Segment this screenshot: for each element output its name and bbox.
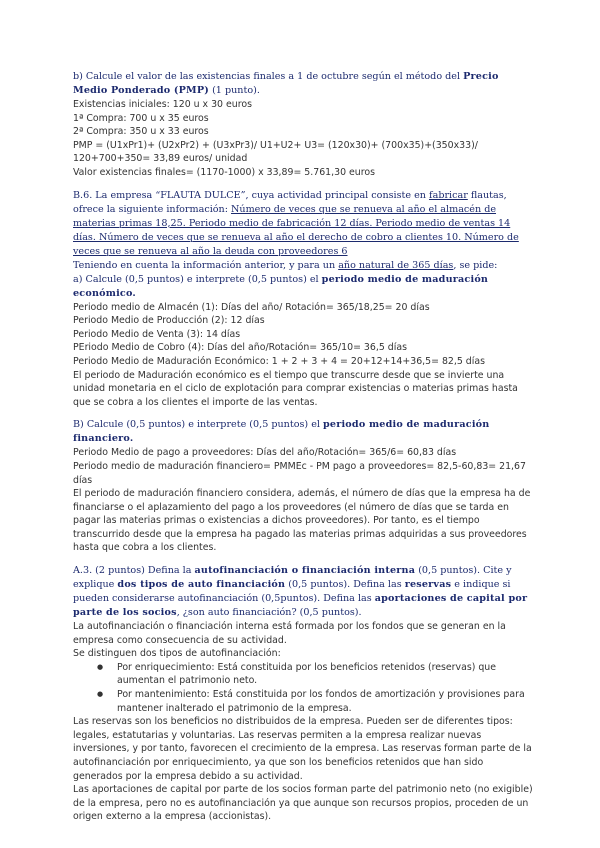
answer-paragraph: Se distinguen dos tipos de autofinanciación: (73, 648, 281, 660)
answer-paragraph: La autofinanciación o financiación interna está formada por los fondos que se generan en la empresa como consecuencia de su actividad. (73, 621, 506, 646)
answer-line: Valor existencias finales= (1170-1000) x 33,89= 5.761,30 euros (73, 166, 375, 178)
question-b-pmp (73, 70, 533, 98)
question-text: B) Calcule (0,5 puntos) e interprete (0,5 puntos) el (73, 419, 323, 431)
answer-b-pmp (73, 98, 533, 180)
answer-line: Periodo medio de Almacén (1): Días del año/ Rotación= 365/18,25= 20 días (73, 301, 430, 313)
autofinanciacion-types-list (73, 661, 533, 715)
answer-paragraph: Las reservas son los beneficios no distribuidos de la empresa. Pueden ser de diferentes tipos: legales, estatutarias y voluntarias. Las reservas permiten a la empresa realizar nuevas inversiones, y por tanto, favorecen el crecimiento de la empresa. Las reservas forman parte de la autofinanciación por enriquecimiento, ya que son los beneficios retenidos que han sido generados por la empresa debido a su actividad. (73, 716, 532, 782)
question-keyword: dos tipos de auto financiación (117, 579, 286, 591)
answer-line: 2ª Compra: 350 u x 33 euros (73, 126, 209, 138)
question-text: a) Calcule (0,5 puntos) e interprete (0,5 puntos) el (73, 273, 322, 285)
answer-line: Periodo medio de maduración financiero= PMMEc - PM pago a proveedores= 82,5-60,83= 21,67 días (73, 460, 526, 486)
list-item: ● Por enriquecimiento: Está constituida por los beneficios retenidos (reservas) que aumentan el patrimonio neto. (107, 661, 533, 688)
context-text: Teniendo en cuenta la información anterior, y para un (73, 259, 339, 271)
question-b6-a (73, 273, 533, 301)
intro-text: flautas, ofrece la siguiente información: (73, 189, 507, 215)
answer-line: Periodo Medio de Venta (3): 14 días (73, 328, 241, 340)
question-keyword: Precio Medio Ponderado (PMP) (73, 71, 499, 96)
question-keyword: reservas (404, 579, 452, 591)
answer-line: PEriodo Medio de Cobro (4): Días del año/Rotación= 365/10= 36,5 días (73, 342, 407, 354)
question-b6-b (73, 418, 533, 446)
question-text: , ¿son auto financiación? (0,5 puntos). (176, 607, 362, 619)
list-item: ● Por mantenimiento: Está constituida por los fondos de amortización y provisiones para mantener inalterado el patrimonio de la empresa. (107, 688, 533, 715)
question-text: A.3. (2 puntos) Defina la (73, 565, 195, 577)
document-page (73, 70, 533, 824)
answer-paragraph: El periodo de Maduración económico es el tiempo que transcurre desde que se invierte una unidad monetaria en el ciclo de explotación para comprar existencias o materias primas hasta que se cobra a los clientes el importe de las ventas. (73, 369, 518, 408)
question-keyword: autofinanciación o financiación interna (194, 565, 416, 577)
answer-line: 1ª Compra: 700 u x 35 euros (73, 112, 209, 124)
question-text: b) Calcule el valor de las existencias finales a 1 de octubre según el método del (73, 71, 464, 82)
question-a3 (73, 564, 533, 620)
underlined-text: año natural de 365 días (338, 259, 454, 271)
question-b6-context (73, 259, 533, 273)
underlined-info: Número de veces que se renueva al año el almacén de materias primas 18,25. Periodo medio de fabricación 12 días. Periodo medio de ventas 14 días. Número de veces que se renueva al año el derecho de cobro a clientes 10. Número de veces que se renueva al año la deuda con proveedores 6 (73, 203, 519, 257)
question-keyword: aportaciones de capital por parte de los socios (73, 593, 528, 619)
context-text: , se pide: (453, 259, 498, 271)
question-keyword: periodo medio de maduración financiero. (73, 419, 490, 445)
answer-a3 (73, 620, 533, 824)
answer-line: Periodo Medio de Maduración Económico: 1 + 2 + 3 + 4 = 20+12+14+36,5= 82,5 días (73, 355, 485, 367)
answer-line: Existencias iniciales: 120 u x 30 euros (73, 99, 252, 110)
question-text: e indique si pueden considerarse autofinanciación (0,5puntos). Defina las (73, 579, 511, 605)
answer-paragraph: Las aportaciones de capital por parte de los socios forman parte del patrimonio neto (no exigible) de la empresa, pero no es autofinanciación ya que aunque son recursos propios, proceden de un origen externo a la empresa (accionistas). (73, 784, 533, 823)
question-text: (0,5 puntos). Defina las (285, 579, 405, 591)
answer-line: PMP = (U1xPr1)+ (U2xPr2) + (U3xPr3)/ U1+U2+ U3= (120x30)+ (700x35)+(350x33)/ 120+700+350= 33,89 euros/ unidad (73, 139, 478, 165)
question-text: (0,5 puntos). Cite y explique (73, 565, 512, 591)
answer-b6-b (73, 446, 533, 555)
answer-line: Periodo Medio de pago a proveedores: Días del año/Rotación= 365/6= 60,83 días (73, 447, 457, 459)
answer-paragraph: El periodo de maduración financiero considera, además, el número de días que la empresa ha de financiarse o el aplazamiento del pago a los proveedores (el número de días que se tarda en pagar las materias primas o existencias a dichos proveedores). Por tanto, es el tiempo transcurrido desde que la empresa ha pagado las materias primas adquiridas a sus proveedores hasta que cobra a los clientes. (73, 488, 531, 554)
answer-line: Periodo Medio de Producción (2): 12 días (73, 315, 265, 327)
answer-b6-a (73, 301, 533, 410)
question-b6-intro (73, 189, 533, 259)
question-keyword: periodo medio de maduración económico. (73, 273, 489, 299)
intro-text: B.6. La empresa “FLAUTA DULCE”, cuya actividad principal consiste en (73, 189, 430, 201)
underlined-text: fabricar (429, 189, 468, 201)
question-text: (1 punto). (209, 85, 260, 96)
